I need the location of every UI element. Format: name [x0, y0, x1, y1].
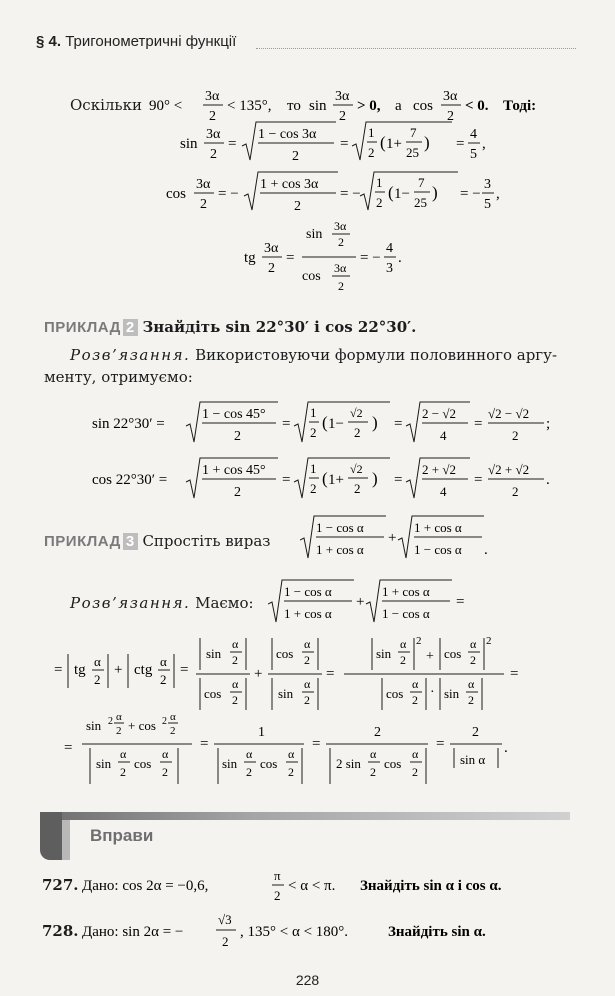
example-3-task: Спростіть вираз: [142, 532, 271, 550]
svg-text:sin: sin: [308, 98, 327, 114]
svg-text:cos: cos: [166, 186, 186, 202]
svg-text:sin: sin: [278, 686, 294, 701]
svg-text:2: 2: [268, 261, 275, 276]
svg-text:α: α: [370, 747, 377, 761]
header-rule: [256, 48, 576, 49]
svg-text:2: 2: [472, 725, 479, 740]
svg-text:2: 2: [512, 428, 519, 443]
svg-text:= −: = −: [460, 186, 481, 202]
svg-text:1: 1: [310, 461, 317, 476]
svg-text:=: =: [54, 662, 63, 678]
svg-text:): ): [432, 183, 438, 202]
svg-text:> 0,: > 0,: [356, 98, 381, 114]
svg-text:2: 2: [412, 765, 418, 779]
svg-text:α: α: [412, 747, 419, 761]
svg-text:=: =: [456, 136, 465, 152]
formula-sin-22-30: [92, 402, 550, 444]
svg-text:.: .: [484, 542, 488, 558]
svg-text:2: 2: [292, 149, 299, 164]
svg-text:1 + cos 3α: 1 + cos 3α: [260, 177, 319, 192]
svg-text:2: 2: [416, 635, 422, 647]
svg-text:1: 1: [310, 405, 317, 420]
svg-text:(: (: [322, 413, 328, 432]
svg-text:α: α: [116, 712, 122, 723]
svg-text:2: 2: [232, 653, 238, 667]
svg-text:2: 2: [234, 429, 241, 444]
svg-text:α: α: [232, 637, 239, 651]
svg-text:3: 3: [484, 177, 491, 192]
svg-text:2: 2: [200, 197, 207, 212]
svg-text:2: 2: [338, 279, 344, 293]
exercises-title: Вправи: [90, 826, 154, 845]
svg-text:cos: cos: [260, 756, 278, 771]
svg-text:2: 2: [446, 109, 454, 124]
formula-cos-3a2: [166, 172, 500, 214]
svg-text:3α: 3α: [334, 219, 347, 233]
exercise-number: 727.: [42, 876, 79, 894]
svg-text:sin: sin: [206, 646, 222, 661]
svg-text:Дано: cos 2α = −0,6,: Дано: cos 2α = −0,6,: [82, 878, 209, 894]
svg-text:=: =: [228, 136, 237, 152]
svg-text:1: 1: [258, 725, 265, 740]
svg-text:7: 7: [410, 125, 417, 140]
svg-text:2: 2: [162, 765, 168, 779]
svg-text:α: α: [288, 747, 295, 761]
svg-text:=: =: [180, 662, 189, 678]
svg-text:sin 22°30′ =: sin 22°30′ =: [92, 416, 165, 432]
svg-text:1 + cos α: 1 + cos α: [284, 606, 332, 621]
svg-text:25: 25: [406, 145, 419, 160]
svg-text:α: α: [304, 637, 311, 651]
solution-word: Розв’язання.: [70, 346, 191, 364]
svg-text:α: α: [400, 637, 407, 651]
svg-text:α: α: [412, 677, 419, 691]
svg-text:25: 25: [414, 195, 427, 210]
svg-text:1 − cos α: 1 − cos α: [316, 520, 364, 535]
formula-sin-3a2: [180, 122, 486, 164]
svg-text:< α < π.: < α < π.: [288, 878, 336, 894]
svg-text:2: 2: [304, 653, 310, 667]
svg-text:= −: = −: [340, 186, 361, 202]
section-title: Тригонометричні функції: [65, 33, 237, 50]
svg-text:,: ,: [496, 186, 500, 202]
exercise-727: [42, 876, 79, 894]
svg-text:π: π: [274, 868, 281, 883]
svg-text:cos: cos: [276, 646, 294, 661]
exercise-728-body: [82, 906, 582, 954]
svg-text:2: 2: [232, 693, 238, 707]
svg-text:1 − cos α: 1 − cos α: [284, 584, 332, 599]
svg-text:=: =: [286, 250, 295, 266]
svg-text:Дано: sin 2α = −: Дано: sin 2α = −: [82, 924, 184, 940]
intro-lead: Оскільки: [70, 96, 142, 114]
svg-text:< 135°,: < 135°,: [226, 98, 272, 114]
svg-text:ctg: ctg: [134, 662, 153, 678]
svg-text:= −: = −: [360, 250, 381, 266]
svg-text:=: =: [64, 740, 73, 756]
svg-text:2: 2: [338, 109, 346, 124]
svg-text:3: 3: [386, 261, 393, 276]
svg-text:+: +: [426, 649, 434, 664]
example-2-solution-line2: менту, отримуємо:: [44, 368, 193, 386]
svg-text:1 + cos 45°: 1 + cos 45°: [202, 463, 266, 478]
svg-text:cos: cos: [444, 646, 462, 661]
svg-text:2: 2: [210, 147, 217, 162]
svg-text:cos: cos: [134, 756, 152, 771]
svg-text:=: =: [326, 666, 335, 682]
svg-text:(: (: [380, 133, 386, 152]
svg-text:= −: = −: [218, 186, 239, 202]
example-2-task: Знайдіть sin 22°30′ і cos 22°30′.: [142, 318, 417, 336]
svg-text:√2 − √2: √2 − √2: [488, 406, 530, 421]
intro-todi: Тоді:: [502, 98, 536, 114]
svg-text:tg: tg: [244, 250, 256, 266]
svg-text:α: α: [246, 747, 253, 761]
svg-text:(: (: [322, 469, 328, 488]
svg-text:=: =: [394, 416, 403, 432]
svg-text:2: 2: [338, 235, 344, 249]
svg-text:2: 2: [274, 888, 281, 903]
solution-text: Використовуючи формули половинного аргу-: [195, 346, 558, 364]
svg-text:(: (: [388, 183, 394, 202]
exercises-tab-dark: [40, 812, 62, 860]
intro-cos-cond: [413, 89, 489, 124]
svg-text:+ cos: + cos: [128, 718, 156, 733]
svg-text:cos: cos: [412, 98, 433, 114]
svg-text:=: =: [282, 472, 291, 488]
svg-text:1 − cos α: 1 − cos α: [382, 606, 430, 621]
svg-text:=: =: [474, 416, 483, 432]
svg-text:=: =: [394, 472, 403, 488]
svg-text:cos 22°30′ =: cos 22°30′ =: [92, 472, 168, 488]
svg-text:.: .: [398, 250, 402, 266]
svg-text:2: 2: [294, 199, 301, 214]
svg-text:2: 2: [208, 109, 216, 124]
example-3-solution-line: [70, 594, 254, 612]
section-number: § 4.: [36, 33, 62, 50]
svg-text:1 + cos α: 1 + cos α: [382, 584, 430, 599]
svg-text:=: =: [510, 666, 519, 682]
svg-text:2: 2: [304, 693, 310, 707]
svg-text:2: 2: [120, 765, 126, 779]
svg-text:2: 2: [470, 653, 476, 667]
example-3-step2: [64, 712, 564, 792]
maemo-word: Маємо:: [195, 594, 254, 612]
svg-text:4: 4: [470, 127, 477, 142]
svg-text:2: 2: [374, 725, 381, 740]
svg-text:3α: 3α: [442, 89, 458, 104]
example-3-step1: [54, 634, 584, 714]
svg-text:α: α: [232, 677, 239, 691]
exercises-bar: [40, 812, 570, 820]
svg-text:1: 1: [376, 175, 383, 190]
svg-text:α: α: [162, 747, 169, 761]
svg-text:sin: sin: [306, 227, 323, 242]
svg-text:7: 7: [418, 175, 425, 190]
formula-tg-3a2: [244, 219, 402, 293]
svg-text:.: .: [504, 740, 508, 756]
svg-text:sin: sin: [180, 136, 198, 152]
svg-text:α: α: [304, 677, 311, 691]
svg-text:2: 2: [468, 693, 474, 707]
svg-text:√2 + √2: √2 + √2: [488, 462, 530, 477]
example-3-lhs: [268, 574, 468, 630]
svg-text:2 − √2: 2 − √2: [422, 406, 456, 421]
svg-text:=: =: [282, 416, 291, 432]
svg-text:1 − cos 3α: 1 − cos 3α: [258, 127, 317, 142]
svg-text:90° <: 90° <: [148, 98, 182, 114]
svg-text:=: =: [340, 136, 349, 152]
intro-word-a: а: [394, 98, 402, 114]
svg-text:1−: 1−: [328, 416, 344, 432]
svg-text:3α: 3α: [206, 127, 221, 142]
svg-text:2: 2: [354, 425, 361, 440]
svg-text:, 135° < α < 180°.: , 135° < α < 180°.: [240, 924, 349, 940]
svg-text:4: 4: [440, 428, 447, 443]
svg-text:+: +: [356, 594, 365, 610]
exercise-727-task: Знайдіть sin α і cos α.: [360, 878, 502, 894]
intro-sin-cond: [309, 89, 381, 124]
example-2-header: [44, 318, 416, 336]
svg-text:2: 2: [354, 481, 361, 496]
svg-text:2: 2: [486, 635, 492, 647]
svg-text:1 − cos 45°: 1 − cos 45°: [202, 407, 266, 422]
example-3-number: 3: [123, 533, 138, 550]
svg-text:3α: 3α: [264, 241, 279, 256]
formula-cos-22-30: [92, 458, 550, 500]
svg-text:2: 2: [222, 934, 229, 949]
exercise-728-task: Знайдіть sin α.: [388, 924, 486, 940]
svg-text:sin: sin: [222, 756, 238, 771]
svg-text:2: 2: [94, 672, 101, 687]
svg-text:): ): [372, 413, 378, 432]
formulas-block-1: [160, 120, 500, 300]
svg-text:2: 2: [116, 725, 122, 737]
svg-text:1 − cos α: 1 − cos α: [414, 542, 462, 557]
svg-text:2: 2: [368, 145, 375, 160]
svg-text:2: 2: [162, 716, 167, 727]
svg-text:α: α: [94, 654, 101, 669]
svg-text:3α: 3α: [204, 89, 220, 104]
svg-text:2: 2: [246, 765, 252, 779]
svg-text:5: 5: [484, 197, 491, 212]
svg-text:1−: 1−: [394, 186, 410, 202]
svg-text:2: 2: [310, 481, 317, 496]
svg-text:=: =: [312, 736, 321, 752]
svg-text:): ): [372, 469, 378, 488]
svg-text:1+: 1+: [386, 136, 402, 152]
svg-text:cos: cos: [386, 686, 404, 701]
page-number: 228: [295, 972, 320, 988]
svg-text:2: 2: [376, 195, 383, 210]
svg-text:3α: 3α: [196, 177, 211, 192]
svg-text:cos: cos: [384, 756, 402, 771]
svg-text:α: α: [160, 654, 167, 669]
solution-word-3: Розв’язання.: [70, 594, 191, 612]
svg-text:sin α: sin α: [460, 752, 486, 767]
svg-text:=: =: [200, 736, 209, 752]
svg-text:2: 2: [400, 653, 406, 667]
exercise-728: [42, 922, 79, 940]
example-3-header: [44, 532, 270, 550]
svg-text:2: 2: [234, 485, 241, 500]
exercises-tab-light: [62, 820, 70, 860]
svg-text:cos: cos: [302, 269, 321, 284]
svg-text:5: 5: [470, 147, 477, 162]
exercise-727-body: [82, 866, 582, 906]
svg-text:sin: sin: [86, 718, 102, 733]
svg-text:α: α: [468, 677, 475, 691]
svg-text:2: 2: [288, 765, 294, 779]
svg-text:< 0.: < 0.: [464, 98, 489, 114]
svg-text:α: α: [170, 712, 176, 723]
svg-text:1 + cos α: 1 + cos α: [316, 542, 364, 557]
example-2-label: ПРИКЛАД: [44, 319, 121, 336]
svg-text:cos: cos: [204, 686, 222, 701]
svg-text:√2: √2: [350, 406, 363, 420]
svg-text:1: 1: [368, 125, 375, 140]
svg-text:sin: sin: [444, 686, 460, 701]
svg-text:+: +: [388, 530, 397, 546]
svg-text:2: 2: [512, 484, 519, 499]
svg-text:2: 2: [108, 716, 113, 727]
svg-text:.: .: [546, 472, 550, 488]
svg-text:3α: 3α: [334, 89, 350, 104]
svg-text:3α: 3α: [334, 261, 347, 275]
example-3-label: ПРИКЛАД: [44, 533, 121, 550]
svg-text:=: =: [474, 472, 483, 488]
svg-text:α: α: [470, 637, 477, 651]
example-2-solution-line1: [70, 346, 557, 364]
svg-text:2: 2: [170, 725, 176, 737]
example-3-expression: [300, 510, 490, 566]
svg-text:4: 4: [386, 241, 393, 256]
svg-text:2 + √2: 2 + √2: [422, 462, 456, 477]
svg-text:4: 4: [440, 484, 447, 499]
svg-text:): ): [424, 133, 430, 152]
running-header: [36, 33, 236, 50]
intro-cond: [149, 89, 271, 124]
exercise-number-728: 728.: [42, 922, 79, 940]
svg-text:2 sin: 2 sin: [336, 756, 361, 771]
svg-text:sin: sin: [96, 756, 112, 771]
svg-text:·: ·: [430, 685, 435, 700]
svg-text:+: +: [254, 666, 263, 682]
intro-word-to: то: [286, 98, 301, 114]
svg-text:=: =: [436, 736, 445, 752]
svg-text:1+: 1+: [328, 472, 344, 488]
svg-text:2: 2: [370, 765, 376, 779]
svg-text:√3: √3: [218, 912, 232, 927]
svg-text:α: α: [120, 747, 127, 761]
example-2-number: 2: [123, 319, 138, 336]
svg-text:sin: sin: [376, 646, 392, 661]
svg-text:,: ,: [482, 136, 486, 152]
svg-text:;: ;: [546, 416, 551, 432]
svg-text:1 + cos α: 1 + cos α: [414, 520, 462, 535]
svg-text:2: 2: [160, 672, 167, 687]
svg-text:2: 2: [412, 693, 418, 707]
svg-text:=: =: [456, 594, 465, 610]
svg-text:tg: tg: [74, 662, 86, 678]
formulas-block-2: [92, 398, 572, 510]
svg-text:2: 2: [310, 425, 317, 440]
svg-text:√2: √2: [350, 462, 363, 476]
svg-text:+: +: [114, 662, 123, 678]
